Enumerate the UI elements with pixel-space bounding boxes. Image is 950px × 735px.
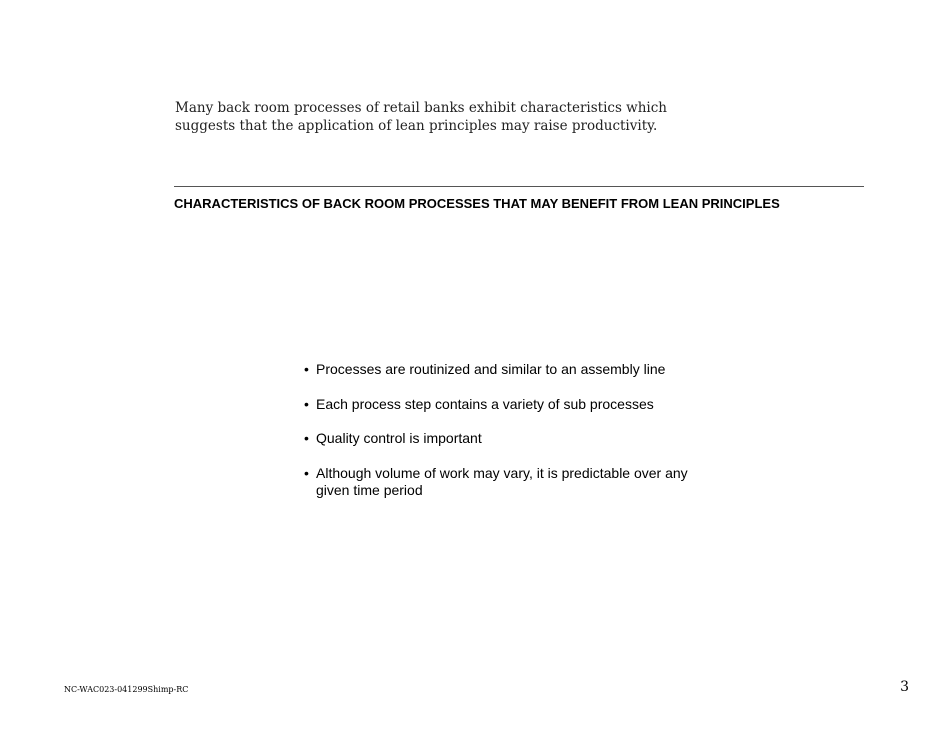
- section-heading: CHARACTERISTICS OF BACK ROOM PROCESSES THAT MAY BENEFIT FROM LEAN PRINCIPLES: [174, 196, 780, 211]
- list-item: [304, 361, 724, 379]
- list-item: [304, 430, 724, 448]
- intro-line-1: Many back room processes of retail banks exhibit characteristics which: [175, 100, 668, 116]
- list-item-text: Processes are routinized and similar to an assembly line: [316, 361, 666, 377]
- bullet-icon: •: [304, 395, 309, 412]
- bullet-icon: •: [304, 430, 309, 446]
- intro-line-2: suggests that the application of lean principles may raise productivity.: [175, 118, 658, 134]
- list-item-text: Each process step contains a variety of sub processes: [316, 395, 654, 412]
- list-item-text: Although volume of work may vary, it is predictable over any given time period: [316, 464, 688, 498]
- list-item-text: Quality control is important: [316, 430, 482, 446]
- list-item: [304, 465, 724, 500]
- characteristics-list: [304, 361, 724, 517]
- bullet-icon: •: [304, 464, 309, 481]
- document-code: NC-WAC023-041299Shimp-RC: [64, 685, 189, 694]
- horizontal-divider: [174, 186, 864, 187]
- page-number: 3: [900, 679, 909, 695]
- bullet-icon: •: [304, 361, 309, 377]
- intro-paragraph: [175, 99, 668, 135]
- list-item: [304, 396, 724, 414]
